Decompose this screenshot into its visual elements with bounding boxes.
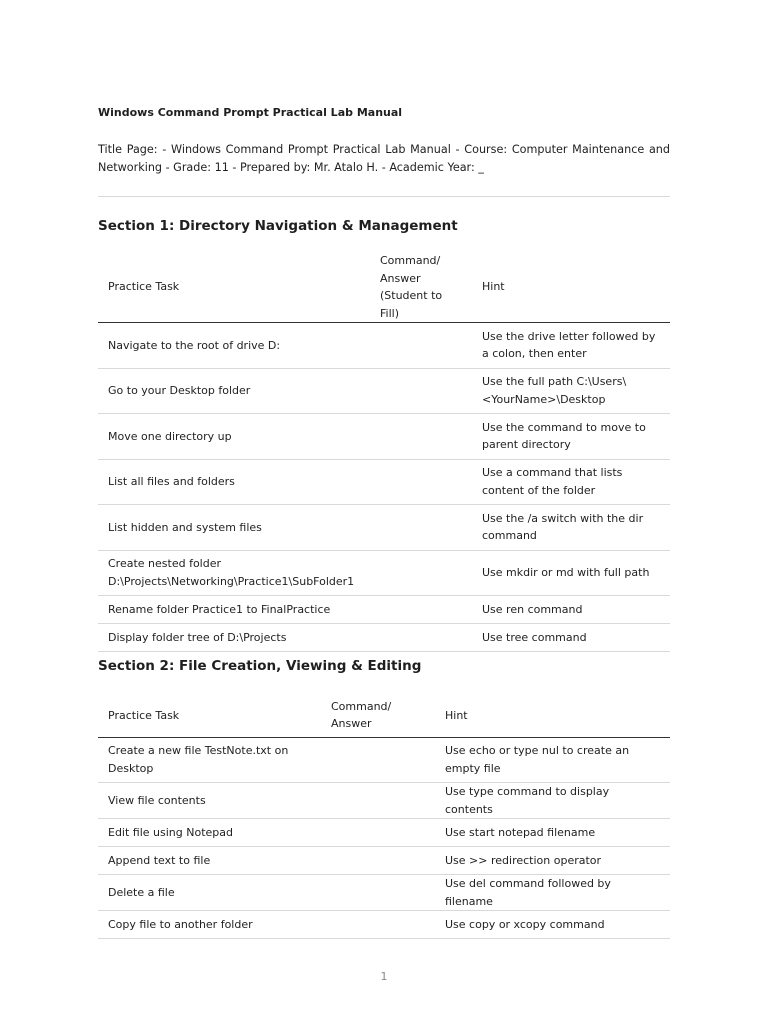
table-header-row [98,694,670,737]
column-header-task: Practice Task [98,694,321,737]
title-page-paragraph: Title Page: - Windows Command Prompt Practical Lab Manual - Course: Computer Maintenance and Networking - Grade: 11 - Prepared by: Mr. Atalo H. - Academic Year: _ [98,143,670,174]
task-cell: Create a new file TestNote.txt on Desktop [98,737,321,783]
section-2-table [98,694,670,939]
section-2-heading: Section 2: File Creation, Viewing & Editing [98,658,422,674]
page-number: 1 [380,970,388,983]
task-cell: Display folder tree of D:\Projects [98,624,370,652]
table-row [98,505,670,551]
answer-cell[interactable] [370,624,472,652]
hint-cell: Use del command followed by filename [435,875,670,911]
table-row [98,783,670,819]
table-row [98,819,670,847]
section-1-table [98,252,670,652]
task-cell: Edit file using Notepad [98,819,321,847]
hint-cell: Use type command to display contents [435,783,670,819]
table-row [98,550,670,596]
table-row [98,368,670,414]
answer-cell[interactable] [370,414,472,460]
hint-cell: Use tree command [472,624,670,652]
hint-cell: Use the drive letter followed by a colon, then enter [472,323,670,369]
answer-cell[interactable] [370,505,472,551]
task-cell: List all files and folders [98,459,370,505]
hint-cell: Use copy or xcopy command [435,911,670,939]
section-1-heading: Section 1: Directory Navigation & Management [98,218,458,234]
answer-cell[interactable] [370,596,472,624]
hint-cell: Use ren command [472,596,670,624]
table-row [98,847,670,875]
table-row [98,875,670,911]
table-row [98,596,670,624]
task-cell: Append text to file [98,847,321,875]
task-cell: Create nested folder D:\Projects\Networking\Practice1\SubFolder1 [98,550,370,596]
hint-cell: Use start notepad filename [435,819,670,847]
hint-cell: Use a command that lists content of the folder [472,459,670,505]
answer-cell[interactable] [321,847,435,875]
table-row [98,911,670,939]
hint-cell: Use the full path C:\Users\<YourName>\Desktop [472,368,670,414]
hint-cell: Use >> redirection operator [435,847,670,875]
task-cell: Copy file to another folder [98,911,321,939]
answer-cell[interactable] [321,911,435,939]
table-row [98,414,670,460]
column-header-hint: Hint [472,252,670,323]
answer-cell[interactable] [321,875,435,911]
document-title: Windows Command Prompt Practical Lab Manual [98,106,403,119]
answer-cell[interactable] [370,368,472,414]
horizontal-rule [98,196,670,197]
table-row [98,624,670,652]
table-row [98,459,670,505]
column-header-answer: Command/ Answer [321,694,435,737]
hint-cell: Use the command to move to parent directory [472,414,670,460]
column-header-answer: Command/ Answer (Student to Fill) [370,252,472,323]
column-header-hint: Hint [435,694,670,737]
task-cell: Go to your Desktop folder [98,368,370,414]
hint-cell: Use mkdir or md with full path [472,550,670,596]
task-cell: Rename folder Practice1 to FinalPractice [98,596,370,624]
table-header-row [98,252,670,323]
answer-cell[interactable] [321,737,435,783]
task-cell: Navigate to the root of drive D: [98,323,370,369]
answer-cell[interactable] [321,819,435,847]
task-cell: Delete a file [98,875,321,911]
table-row [98,323,670,369]
hint-cell: Use echo or type nul to create an empty file [435,737,670,783]
task-cell: View file contents [98,783,321,819]
answer-cell[interactable] [321,783,435,819]
answer-cell[interactable] [370,459,472,505]
answer-cell[interactable] [370,550,472,596]
hint-cell: Use the /a switch with the dir command [472,505,670,551]
task-cell: Move one directory up [98,414,370,460]
table-row [98,737,670,783]
task-cell: List hidden and system files [98,505,370,551]
column-header-task: Practice Task [98,252,370,323]
answer-cell[interactable] [370,323,472,369]
